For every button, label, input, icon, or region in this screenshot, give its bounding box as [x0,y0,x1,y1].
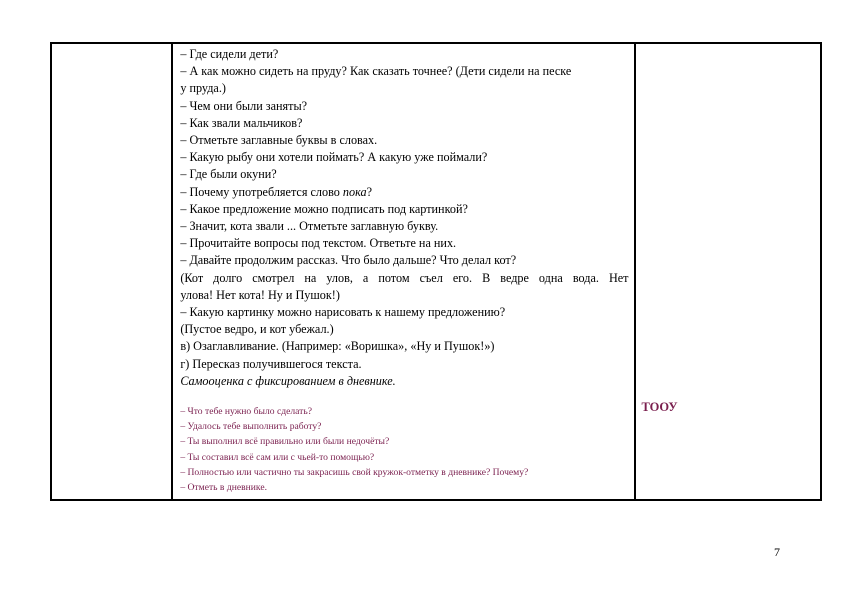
text-line: – Значит, кота звали ... Отметьте заглавную букву. [180,219,439,234]
page-number: 7 [774,545,780,559]
text-line: в) Озаглавливание. (Например: «Воришка», «Ну и Пушок!») [180,339,495,354]
text-line: – Отметьте заглавные буквы в словах. [180,133,378,148]
left-cell [51,43,172,500]
text-line: улова! Нет кота! Ну и Пушок!) [180,287,340,302]
poka-suffix: ? [366,184,372,199]
content-cell [172,43,634,500]
list-item: – Отметь в дневнике. [180,482,268,494]
text-line: – А как можно сидеть на пруду? Как сказать точнее? (Дети сидели на песке [180,64,572,79]
self-assessment-line: Самооценка с фиксированием в дневнике. [180,373,396,388]
list-item: – Ты выполнил всё правильно или были недочёты? [180,436,390,448]
text-line: г) Пересказ получившегося текста. [180,356,362,371]
text-line: (Пустое ведро, и кот убежал.) [180,322,334,337]
right-cell [635,43,822,500]
text-line: – Где сидели дети? [180,47,279,61]
questions-list [180,404,628,495]
list-item: – Полностью или частично ты закрасишь свой кружок-отметку в дневнике? Почему? [180,466,529,478]
text-line: – Какую рыбу они хотели поймать? А какую уже поймали? [180,150,488,165]
text-line: – Как звали мальчиков? [180,115,303,130]
right-label: ТООУ [641,400,678,414]
text-line-poka [180,184,628,201]
poka-prefix: – Почему употребляется слово [180,184,343,199]
text-line: у пруда.) [180,81,226,96]
poka-word: пока [342,184,367,199]
text-line: – Где были окуни? [180,167,277,182]
text-line: – Давайте продолжим рассказ. Что было дальше? Что делал кот? [180,253,517,268]
text-line: – Прочитайте вопросы под текстом. Ответьте на них. [180,236,457,251]
lesson-table [50,42,822,501]
list-item: – Ты составил всё сам или с чьей-то помощью? [180,451,375,463]
text-line: – Какую картинку можно нарисовать к нашему предложению? [180,305,506,320]
text-line-justified: (Кот долго смотрел на улов, а потом съел его. В ведре одна вода. Нет [180,270,629,285]
text-line: – Чем они были заняты? [180,98,308,113]
list-item: – Что тебе нужно было сделать? [180,406,312,418]
list-item: – Удалось тебе выполнить работу? [180,421,322,433]
text-line: – Какое предложение можно подписать под картинкой? [180,201,468,216]
table-row [51,43,821,500]
